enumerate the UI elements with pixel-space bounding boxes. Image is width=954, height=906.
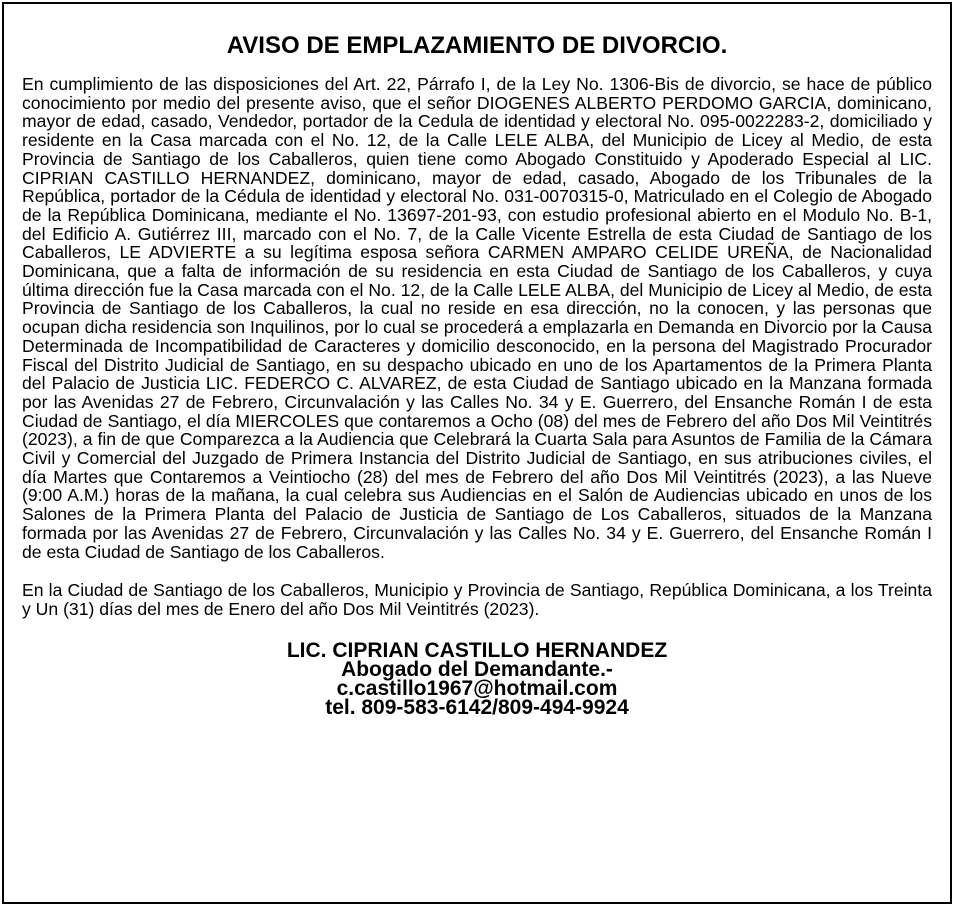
notice-content (22, 4, 932, 717)
notice-closing: En la Ciudad de Santiago de los Caballeros, Municipio y Provincia de Santiago, República Dominicana, a los Treinta y Un (31) días del mes de Enero del año Dos Mil Veintitrés (2023). (22, 580, 932, 619)
signature-name: LIC. CIPRIAN CASTILLO HERNANDEZ (286, 638, 668, 662)
notice-body: En cumplimiento de las disposiciones del Art. 22, Párrafo I, de la Ley No. 1306-Bis de divorcio, se hace de público conocimiento por medio del presente aviso, que el señor DIOGENES ALBERTO PERDOMO GARCIA, dominicano, mayor de edad, casado, Vendedor, portador de la Cedula de identidad y electoral No. 095-0022283-2, domiciliado y residente en la Casa marcada con el No. 12, de la Calle LELE ALBA, del Municipio de Licey al Medio, de esta Provincia de Santiago de los Caballeros, quien tiene como Abogado Constituido y Apoderado Especial al LIC. CIPRIAN CASTILLO HERNANDEZ, dominicano, mayor de edad, casado, Abogado de los Tribunales de la República, portador de la Cédula de identidad y electoral No. 031-0070315-0, Matriculado en el Colegio de Abogado de la República Dominicana, mediante el No. 13697-201-93, con estudio profesional abierto en el Modulo No. B-1, del Edificio A. Gutiérrez III, marcado con el No. 7, de la Calle Vicente Estrella de esta Ciudad de Santiago de los Caballeros, LE ADVIERTE a su legítima esposa señora CARMEN AMPARO CELIDE UREÑA, de Nacionalidad Dominicana, que a falta de información de su residencia en esta Ciudad de Santiago de los Caballeros, y cuya última dirección fue la Casa marcada con el No. 12, de la Calle LELE ALBA, del Municipio de Licey al Medio, de esta Provincia de Santiago de los Caballeros, la cual no reside en esa dirección, no la conocen, y las personas que ocupan dicha residencia son Inquilinos, por lo cual se procederá a emplazarla en Demanda en Divorcio por la Causa Determinada de Incompatibilidad de Caracteres y domicilio desconocido, en la persona del Magistrado Procurador Fiscal del Distrito Judicial de Santiago, en su despacho ubicado en uno de los Apartamentos de la Primera Planta del Palacio de Justicia LIC. FEDERCO C. ALVAREZ, de esta Ciudad de Santiago ubicado en la Manzana formada por las Avenidas 27 de Febrero, Circunvalación y las Calles No. 34 y E. Guerrero, del Ensanche Román I de esta Ciudad de Santiago, el día MIERCOLES que contaremos a Ocho (08) del mes de Febrero del año Dos Mil Veintitrés (2023), a fin de que Comparezca a la Audiencia que Celebrará la Cuarta Sala para Asuntos de Familia de la Cámara Civil y Comercial del Juzgado de Primera Instancia del Distrito Judicial de Santiago, en sus atribuciones civiles, el día Martes que Contaremos a Veintiocho (28) del mes de Febrero del año Dos Mil Veintitrés (2023), a las Nueve (9:00 A.M.) horas de la mañana, la cual celebra sus Audiencias en el Salón de Audiencias ubicado en unos de los Salones de la Primera Planta del Palacio de Justicia de Santiago de Los Caballeros, situados de la Manzana formada por las Avenidas 27 de Febrero, Circunvalación y las Calles No. 34 y E. Guerrero, del Ensanche Román I de esta Ciudad de Santiago de los Caballeros. (22, 74, 932, 562)
notice-title: AVISO DE EMPLAZAMIENTO DE DIVORCIO. (226, 32, 728, 59)
notice-frame (2, 2, 952, 904)
signature-email: c.castillo1967@hotmail.com (336, 676, 618, 700)
signature-role: Abogado del Demandante.- (341, 657, 613, 681)
signature-block (22, 638, 932, 719)
signature-phone: tel. 809-583-6142/809-494-9924 (325, 695, 629, 719)
